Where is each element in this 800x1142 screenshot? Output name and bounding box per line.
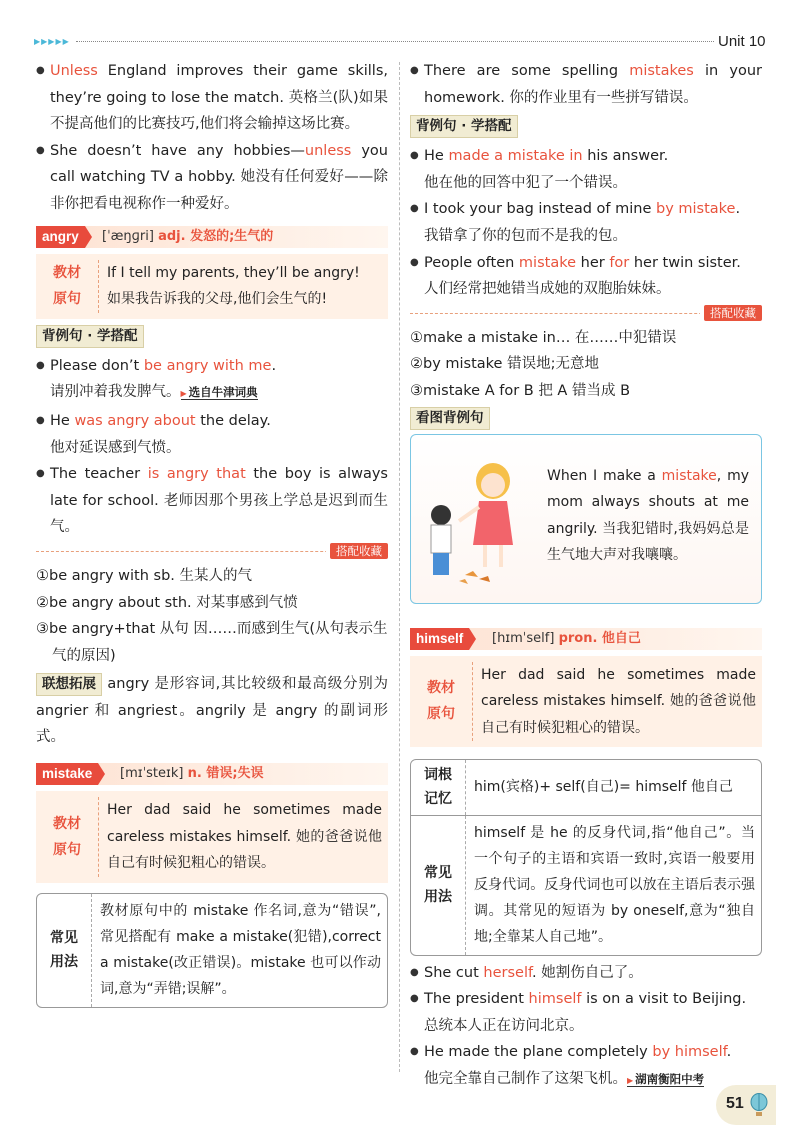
source-label: ▶ 选自牛津词典 — [181, 385, 258, 400]
angry-examples-tag: 背例句 · 学搭配 — [36, 325, 144, 348]
mistake-collocation-2: ②by mistake 错误地;无意地 — [410, 356, 599, 373]
mistake-textbook-sentence: 教材 原句 Her dad said he sometimes made careless mistakes himself. 她的爸爸说他自己有时候犯粗心的错误。 — [36, 791, 388, 883]
page-number: 51 — [726, 1095, 744, 1112]
collect-label: 搭配收藏 — [704, 305, 762, 321]
picture-example-box — [410, 434, 762, 604]
column-divider — [399, 62, 400, 1072]
angry-collocation-3: ③be angry+that 从句 因……而感到生气(从句表示生气的原因) — [36, 621, 388, 664]
himself-example-2-zh: 总统本人正在访问北京。 — [424, 1017, 584, 1034]
angry-collocation-1: ①be angry with sb. 生某人的气 — [36, 567, 253, 584]
himself-word-badge: himself — [410, 628, 469, 650]
unless-example-1: ● Unless England improves their game skills, they’re going to lose the match. 英格兰(队)如果不提高他们的比赛技巧,他们将会输掉这场比赛。 — [36, 58, 388, 138]
himself-root-box: 词根 记忆 him(宾格)+ self(自己)= himself 他自己 — [410, 759, 762, 815]
himself-example-3-zh: 他完全靠自己制作了这架飞机。▶ 湖南衡阳中考 — [410, 1066, 762, 1095]
himself-phonetic: [hɪmˈself] pron. 他自己 — [492, 630, 641, 646]
angry-example-2: ● He was angry about the delay. — [36, 408, 388, 435]
picture-tag: 看图背例句 — [410, 407, 490, 430]
picture-example-text: When I make a mistake, my mom always shouts at me angrily. 当我犯错时,我妈妈总是生气地大声对我嚷嚷。 — [547, 467, 749, 564]
himself-word-header — [410, 626, 762, 652]
mistake-collocation-1: ①make a mistake in… 在……中犯错误 — [410, 329, 677, 346]
balloon-icon — [750, 1093, 768, 1117]
mistake-examples-tag: 背例句 · 学搭配 — [410, 115, 518, 138]
mistake-example-3: ● People often mistake her for her twin sister. — [410, 250, 762, 277]
angry-phonetic: [ˈæŋɡri] adj. 发怒的;生气的 — [102, 228, 274, 244]
himself-example-3: ● He made the plane completely by himself. — [410, 1039, 762, 1066]
mistake-example-1-zh: 他在他的回答中犯了一个错误。 — [424, 174, 627, 191]
mistake-word-header — [36, 761, 388, 787]
unit-label: Unit 10 — [718, 33, 766, 50]
angry-textbook-sentence: 教材 原句 If I tell my parents, they’ll be angry! 如果我告诉我的父母,他们会生气的! — [36, 254, 388, 319]
angry-word-badge: angry — [36, 226, 85, 248]
angry-example-2-zh: 他对延误感到气愤。 — [50, 439, 181, 456]
right-column — [410, 58, 762, 1095]
angry-example-1-zh: 请别冲着我发脾气。▶ 选自牛津词典 — [36, 379, 388, 408]
collect-label: 搭配收藏 — [330, 543, 388, 559]
mistake-phonetic: [mɪˈsteɪk] n. 错误;失误 — [120, 766, 264, 782]
page-number-badge — [716, 1085, 776, 1125]
himself-example-1: ● She cut herself. 她割伤自己了。 — [410, 960, 762, 987]
mistake-usage-box: 常见 用法 教材原句中的 mistake 作名词,意为“错误”,常见搭配有 make a mistake(犯错),correct a mistake(改正错误)。mistake 也可以作动词,意为“弄错;误解”。 — [36, 893, 388, 1008]
mistake-example-1: ● He made a mistake in his answer. — [410, 143, 762, 170]
mistake-example-0: ● There are some spelling mistakes in your homework. 你的作业里有一些拼写错误。 — [410, 58, 762, 111]
mistake-word-badge: mistake — [36, 763, 98, 785]
himself-textbook-sentence: 教材 原句 Her dad said he sometimes made careless mistakes himself. 她的爸爸说他自己有时候犯粗心的错误。 — [410, 656, 762, 748]
mistake-collocation-3: ③mistake A for B 把 A 错当成 B — [410, 382, 631, 399]
angry-extension: 联想拓展 angry 是形容词,其比较级和最高级分别为 angrier 和 angriest。angrily 是 angry 的副词形式。 — [36, 671, 388, 751]
left-column — [36, 58, 388, 1008]
mistake-example-3-zh: 人们经常把她错当成她的双胞胎妹妹。 — [424, 281, 671, 298]
mistake-example-2: ● I took your bag instead of mine by mistake. — [410, 196, 762, 223]
mistake-example-2-zh: 我错拿了你的包而不是我的包。 — [424, 227, 627, 244]
angry-example-1: ● Please don’t be angry with me. — [36, 353, 388, 380]
header-decoration: ▶▶▶▶▶ — [34, 37, 714, 47]
source-label: ▶ 湖南衡阳中考 — [627, 1072, 704, 1087]
himself-usage-box: 常见 用法 himself 是 he 的反身代词,指“他自己”。当一个句子的主语和宾语一致时,宾语一般要用反身代词。反身代词也可以放在主语后表示强调。其常见的短语为 by oneself,意为“独自地;全靠某人自己地”。 — [410, 816, 762, 956]
angry-word-header — [36, 224, 388, 250]
scolding-illustration — [415, 443, 545, 593]
angry-example-3: ● The teacher is angry that the boy is always late for school. 老师因那个男孩上学总是迟到而生气。 — [36, 461, 388, 541]
unless-example-2: ● She doesn’t have any hobbies—unless you call watching TV a hobby. 她没有任何爱好——除非你把看电视称作一种爱好。 — [36, 138, 388, 218]
angry-collocation-2: ②be angry about sth. 对某事感到气愤 — [36, 594, 298, 611]
collect-divider — [36, 543, 388, 563]
himself-example-2: ● The president himself is on a visit to Beijing. — [410, 986, 762, 1013]
collect-divider — [410, 305, 762, 325]
